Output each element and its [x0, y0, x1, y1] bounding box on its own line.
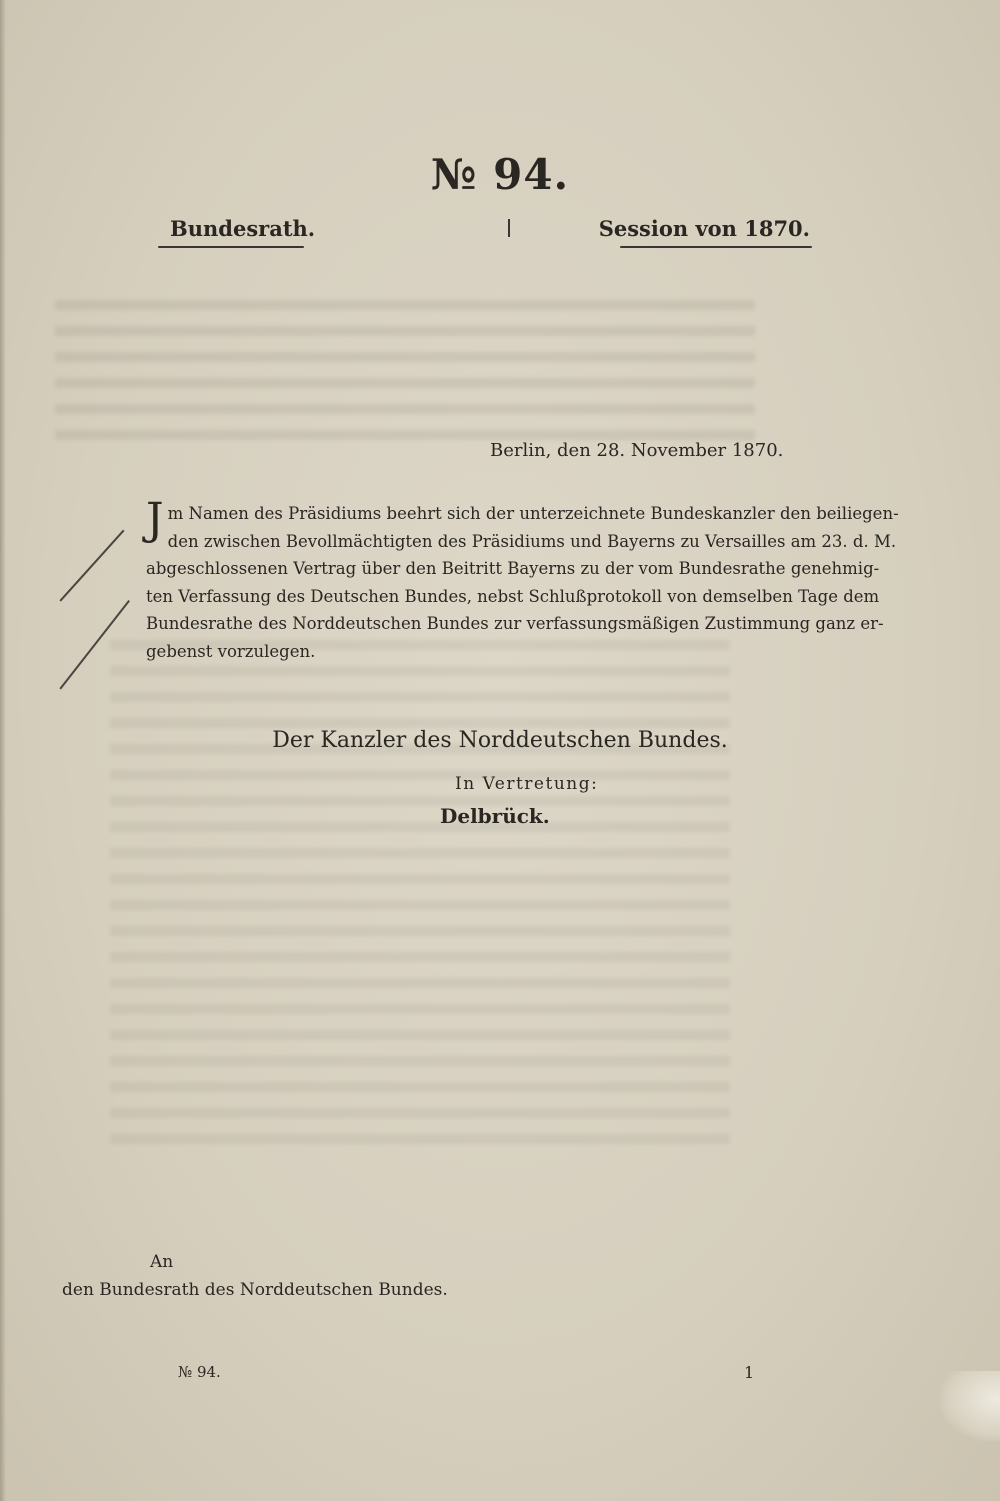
body-line: den zwischen Bevollmächtigten des Präsidiums und Bayerns zu Versailles am 23. d. M. — [167, 531, 897, 551]
body-paragraph — [146, 494, 899, 665]
header-bundesrath: Bundesrath. — [170, 216, 316, 241]
body-line: m Namen des Präsidiums beehrt sich der unterzeichnete Bundeskanzler den beiliegen- — [167, 504, 899, 523]
body-line: Bundesrathe des Norddeutschen Bundes zur verfassungsmäßigen Zustimmung ganz er- — [146, 614, 884, 633]
date-line: Berlin, den 28. November 1870. — [490, 440, 784, 461]
in-representation: In Vertretung: — [455, 774, 599, 794]
signature: Delbrück. — [440, 804, 550, 828]
address-line-2: den Bundesrath des Norddeutschen Bundes. — [62, 1280, 448, 1300]
footer-number: № 94. — [178, 1363, 221, 1381]
bleed-through-text-lower — [110, 640, 730, 1160]
header-right-underline — [620, 246, 812, 248]
closing-line: Der Kanzler des Norddeutschen Bundes. — [272, 728, 728, 753]
document-number: № 94. — [430, 150, 570, 199]
pencil-stroke — [59, 530, 124, 602]
bleed-through-text — [55, 300, 755, 450]
address-line-1: An — [150, 1252, 174, 1272]
page-number: 1 — [744, 1363, 755, 1382]
body-line: gebenst vorzulegen. — [146, 641, 316, 661]
header-left-underline — [158, 246, 304, 248]
initial-letter: J — [146, 494, 164, 545]
body-line: abgeschlossenen Vertrag über den Beitritt Bayerns zu der vom Bundesrathe genehmig- — [146, 559, 880, 578]
body-line: ten Verfassung des Deutschen Bundes, nebst Schlußprotokoll von demselben Tage dem — [146, 586, 880, 606]
header-session: Session von 1870. — [598, 216, 810, 241]
header-separator — [508, 219, 510, 237]
paper-damage — [940, 1371, 1000, 1441]
